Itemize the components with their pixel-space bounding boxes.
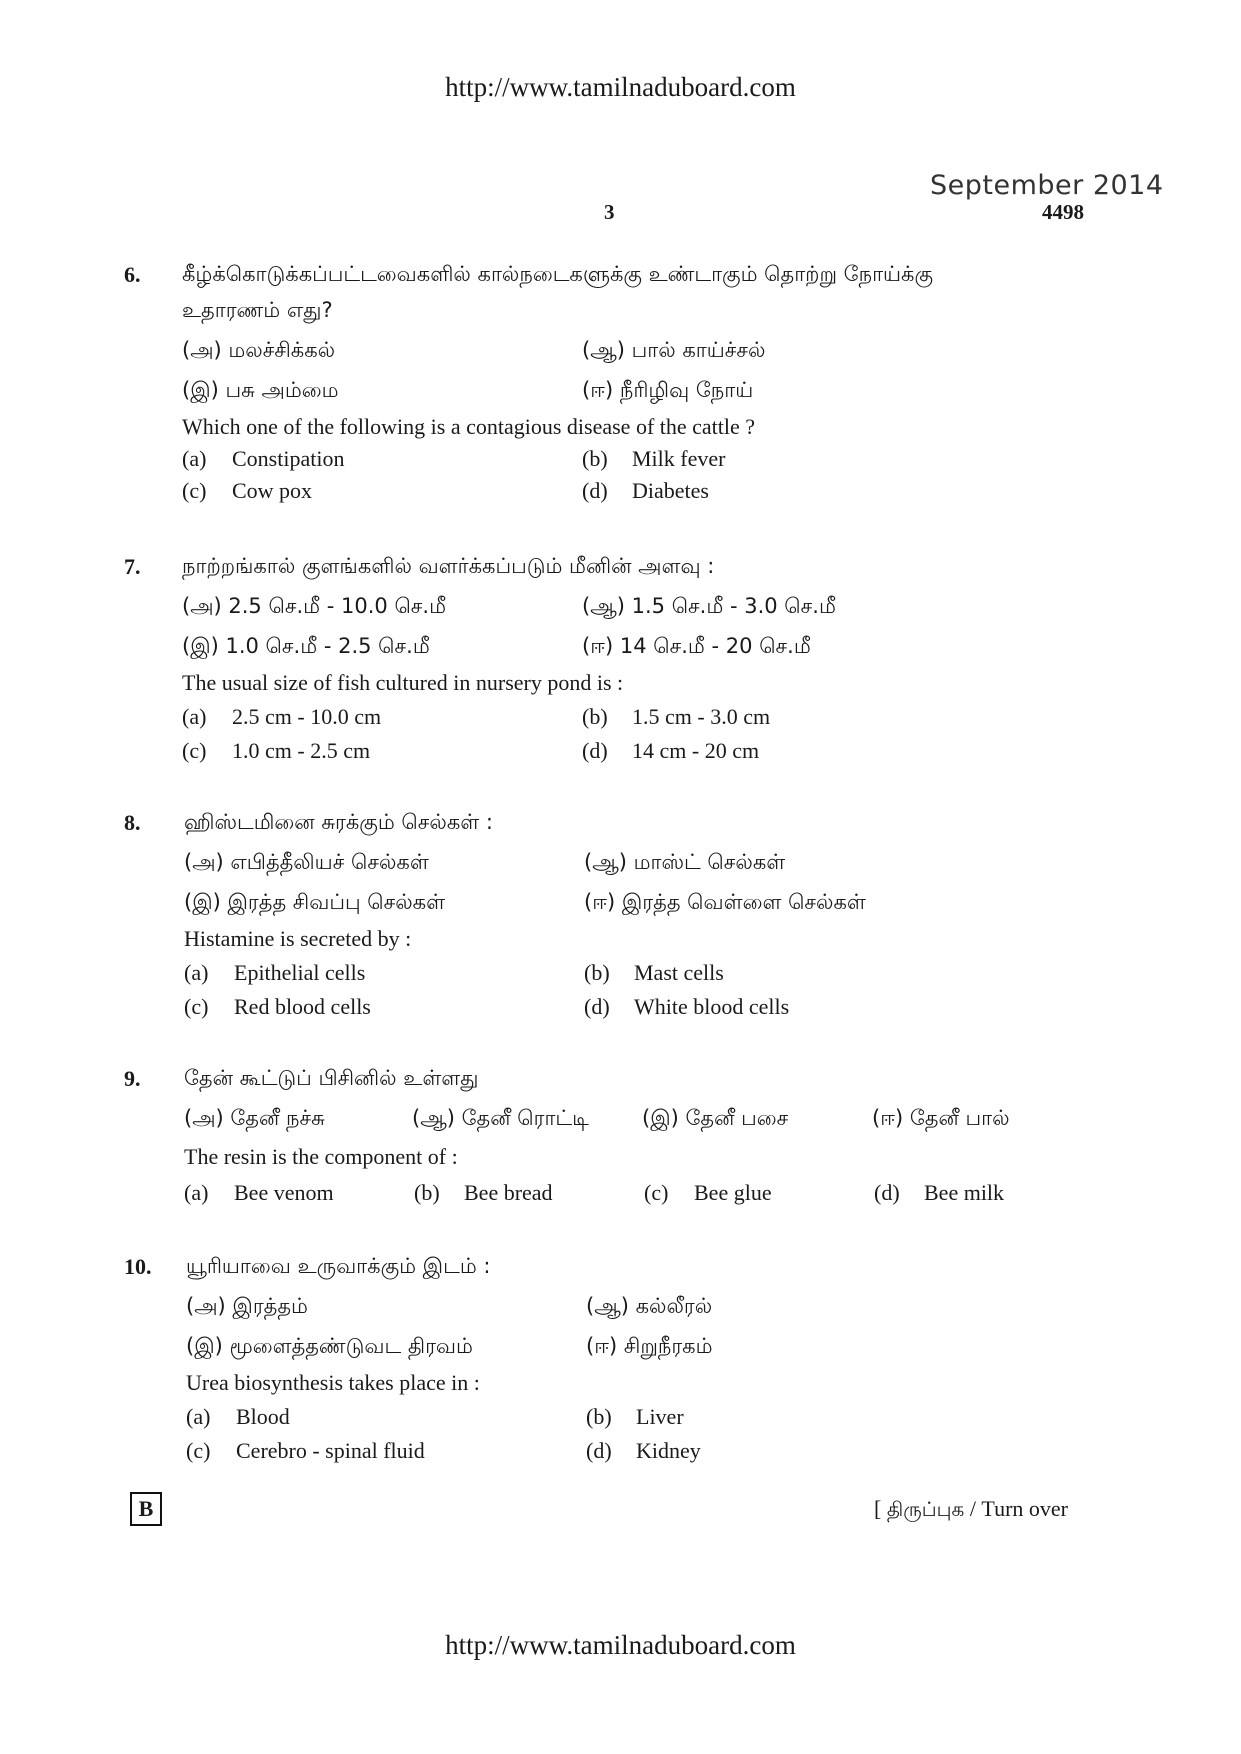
option-label: (b)	[582, 704, 608, 729]
question-number: 9.	[124, 1066, 141, 1091]
tamil-option-d: (ஈ) இரத்த வெள்ளை செல்கள்	[584, 890, 866, 914]
question-tamil-text-cont: உதாரணம் எது?	[182, 298, 333, 322]
paper-code: 4498	[1042, 200, 1084, 224]
option-label: (a)	[186, 1404, 211, 1429]
question-tamil-text: தேன் கூட்டுப் பிசினில் உள்ளது	[184, 1066, 479, 1090]
question-english-text: Histamine is secreted by :	[184, 926, 412, 951]
english-option-d	[582, 738, 759, 764]
tamil-option-c: (இ) பசு அம்மை	[182, 378, 339, 402]
english-option-a	[182, 704, 381, 730]
option-label: (d)	[874, 1180, 900, 1205]
english-option-b	[584, 960, 724, 986]
option-text: Blood	[236, 1404, 290, 1429]
turn-over-note	[874, 1496, 1068, 1524]
option-text: Cerebro - spinal fluid	[236, 1438, 425, 1463]
english-option-c	[182, 738, 370, 764]
option-label: (c)	[644, 1180, 669, 1205]
tamil-option-a: (அ) மலச்சிக்கல்	[182, 338, 336, 362]
tamil-option-a: (அ) இரத்தம்	[186, 1294, 308, 1318]
option-label: (b)	[582, 446, 608, 471]
option-text: Red blood cells	[234, 994, 371, 1019]
english-option-c	[644, 1180, 772, 1206]
tamil-option-b: (ஆ) பால் காய்ச்சல்	[582, 338, 766, 362]
turn-over-tamil: திருப்புக	[886, 1497, 965, 1521]
option-text: 2.5 cm - 10.0 cm	[232, 704, 382, 729]
question-tamil-text: ஹிஸ்டமினை சுரக்கும் செல்கள் :	[184, 810, 493, 834]
option-text: Milk fever	[632, 446, 726, 471]
turn-over-prefix: [	[874, 1496, 882, 1521]
option-label: (a)	[182, 446, 207, 471]
option-label: (d)	[586, 1438, 612, 1463]
english-option-c	[184, 994, 371, 1020]
option-label: (c)	[186, 1438, 211, 1463]
question-english-text: The usual size of fish cultured in nursery pond is :	[182, 670, 624, 695]
option-text: Bee bread	[464, 1180, 553, 1205]
option-text: 1.5 cm - 3.0 cm	[632, 704, 771, 729]
question-tamil-text: கீழ்க்கொடுக்கப்பட்டவைகளில் கால்நடைகளுக்கு உண்டாகும் தொற்று நோய்க்கு	[182, 262, 934, 286]
option-label: (a)	[182, 704, 207, 729]
handwritten-date: September 2014	[930, 170, 1164, 201]
english-option-b	[586, 1404, 684, 1430]
option-text: Bee glue	[694, 1180, 772, 1205]
option-text: Mast cells	[634, 960, 724, 985]
english-option-a	[184, 960, 365, 986]
english-option-d	[584, 994, 789, 1020]
series-box: B	[130, 1492, 162, 1526]
option-text: Liver	[636, 1404, 684, 1429]
english-option-c	[186, 1438, 425, 1464]
question-number: 7.	[124, 554, 141, 579]
english-option-c	[182, 478, 312, 504]
option-label: (c)	[184, 994, 209, 1019]
option-label: (a)	[184, 1180, 209, 1205]
tamil-option-a: (அ) 2.5 செ.மீ - 10.0 செ.மீ	[182, 594, 447, 618]
tamil-option-a: (அ) தேனீ நச்சு	[184, 1106, 325, 1130]
tamil-option-d: (ஈ) தேனீ பால்	[872, 1106, 1010, 1130]
option-text: White blood cells	[634, 994, 790, 1019]
option-text: Constipation	[232, 446, 345, 471]
option-text: Epithelial cells	[234, 960, 366, 985]
option-label: (d)	[582, 478, 608, 503]
tamil-option-c: (இ) இரத்த சிவப்பு செல்கள்	[184, 890, 446, 914]
english-option-a	[186, 1404, 290, 1430]
turn-over-english: / Turn over	[969, 1496, 1069, 1521]
question-number: 10.	[124, 1254, 152, 1279]
option-label: (c)	[182, 478, 207, 503]
option-text: 14 cm - 20 cm	[632, 738, 760, 763]
tamil-option-c: (இ) தேனீ பசை	[642, 1106, 789, 1130]
tamil-option-b: (ஆ) தேனீ ரொட்டி	[412, 1106, 589, 1130]
option-label: (b)	[584, 960, 610, 985]
english-option-d	[586, 1438, 701, 1464]
bottom-url: http://www.tamilnaduboard.com	[445, 1630, 796, 1660]
tamil-option-b: (ஆ) 1.5 செ.மீ - 3.0 செ.மீ	[582, 594, 836, 618]
option-text: Cow pox	[232, 478, 313, 503]
top-url: http://www.tamilnaduboard.com	[445, 72, 796, 102]
option-text: 1.0 cm - 2.5 cm	[232, 738, 371, 763]
question-number: 6.	[124, 262, 141, 287]
tamil-option-b: (ஆ) மாஸ்ட் செல்கள்	[584, 850, 786, 874]
option-text: Diabetes	[632, 478, 709, 503]
english-option-d	[582, 478, 709, 504]
english-option-d	[874, 1180, 1004, 1206]
option-label: (d)	[582, 738, 608, 763]
page-number: 3	[604, 200, 615, 224]
tamil-option-d: (ஈ) நீரிழிவு நோய்	[582, 378, 754, 402]
option-label: (a)	[184, 960, 209, 985]
option-label: (b)	[414, 1180, 440, 1205]
tamil-option-a: (அ) எபித்தீலியச் செல்கள்	[184, 850, 429, 874]
question-tamil-text: யூரியாவை உருவாக்கும் இடம் :	[186, 1254, 491, 1278]
option-text: Kidney	[636, 1438, 701, 1463]
question-number: 8.	[124, 810, 141, 835]
english-option-b	[582, 704, 770, 730]
option-label: (c)	[182, 738, 207, 763]
option-label: (d)	[584, 994, 610, 1019]
english-option-a	[184, 1180, 334, 1206]
option-text: Bee milk	[924, 1180, 1005, 1205]
question-english-text: The resin is the component of :	[184, 1144, 458, 1169]
question-english-text: Urea biosynthesis takes place in :	[186, 1370, 480, 1395]
english-option-a	[182, 446, 344, 472]
question-tamil-text: நாற்றங்கால் குளங்களில் வளர்க்கப்படும் மீனின் அளவு :	[182, 554, 715, 578]
tamil-option-d: (ஈ) 14 செ.மீ - 20 செ.மீ	[582, 634, 811, 658]
english-option-b	[582, 446, 725, 472]
tamil-option-c: (இ) 1.0 செ.மீ - 2.5 செ.மீ	[182, 634, 430, 658]
tamil-option-d: (ஈ) சிறுநீரகம்	[586, 1334, 713, 1358]
option-text: Bee venom	[234, 1180, 334, 1205]
option-label: (b)	[586, 1404, 612, 1429]
tamil-option-b: (ஆ) கல்லீரல்	[586, 1294, 713, 1318]
question-english-text: Which one of the following is a contagious disease of the cattle ?	[182, 414, 756, 439]
english-option-b	[414, 1180, 553, 1206]
tamil-option-c: (இ) மூளைத்தண்டுவட திரவம்	[186, 1334, 473, 1358]
